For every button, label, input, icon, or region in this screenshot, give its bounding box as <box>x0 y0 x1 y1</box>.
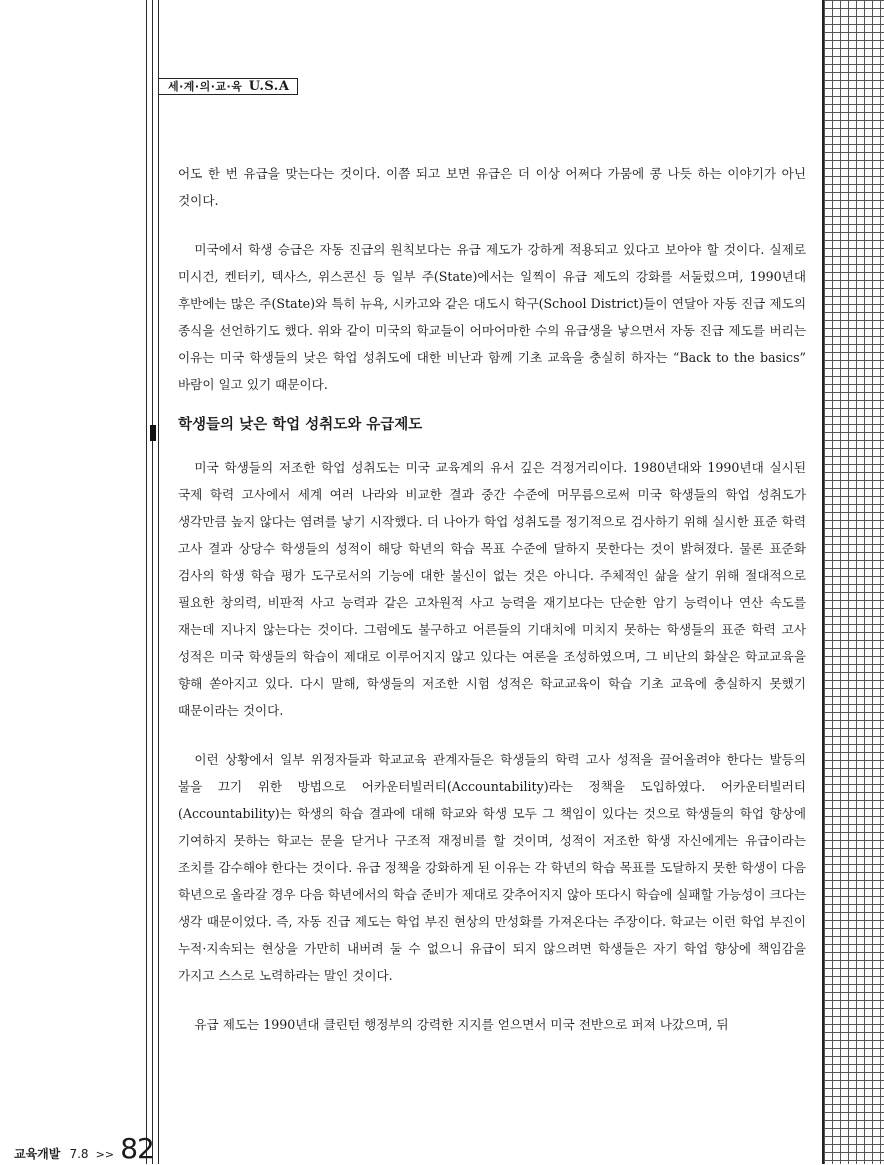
section-marker <box>150 425 156 441</box>
paragraph: 미국에서 학생 승급은 자동 진급의 원칙보다는 유급 제도가 강하게 적용되고 있다고 보아야 할 것이다. 실제로 미시건, 켄터키, 텍사스, 위스콘신 등 일부 주(State)에서는 일찍이 유급 제도의 강화를 서둘렀으며, 1990년대 후반에는 많은 주(State)와 특히 뉴욕, 시카고와 같은 대도시 학구(School District)들이 연달아 자동 진급 제도의 종식을 선언하기도 했다. 위와 같이 미국의 학교들이 어마어마한 수의 유급생을 낳으면서 자동 진급 제도를 버리는 이유는 미국 학생들의 낮은 학업 성취도에 대한 비난과 함께 기초 교육을 충실히 하자는 “Back to the basics” 바람이 일고 있기 때문이다. <box>178 242 806 392</box>
footer-magazine: 교육개발 <box>14 1147 61 1161</box>
paragraph: 유급 제도는 1990년대 클린턴 행정부의 강력한 지지를 얻으면서 미국 전반으로 퍼져 나갔으며, 뒤 <box>194 1017 729 1032</box>
margin-rule-3 <box>158 0 159 1164</box>
article-body <box>178 160 806 1038</box>
running-header <box>158 78 298 95</box>
header-country: U.S.A <box>248 79 290 94</box>
footer-arrow: >> <box>95 1148 115 1161</box>
margin-rule-1 <box>146 0 147 1164</box>
paragraph: 미국 학생들의 저조한 학업 성취도는 미국 교육계의 유서 깊은 걱정거리이다. 1980년대와 1990년대 실시된 국제 학력 고사에서 세계 여러 나라와 비교한 결과 중간 수준에 머무름으로써 미국 학생들의 학업 성취도가 생각만큼 높지 않다는 염려를 낳기 시작했다. 더 나아가 학업 성취도를 정기적으로 검사하기 위해 실시한 표준 학력 고사 결과 상당수 학생들의 성적이 해당 학년의 학습 목표 수준에 달하지 못한다는 것이 밝혀졌다. 물론 표준화 검사의 학생 학습 평가 도구로서의 기능에 대한 불신이 없는 것은 아니다. 주체적인 삶을 살기 위해 절대적으로 필요한 창의력, 비판적 사고 능력과 같은 고차원적 사고 능력을 재기보다는 단순한 암기 능력이나 연산 속도를 재는데 지나지 않는다는 것이다. 그럼에도 불구하고 어른들의 기대치에 미치지 못하는 학생들의 표준 학력 고사 성적은 미국 학생들의 학습이 제대로 이루어지지 않고 있다는 여론을 조성하였으며, 그 비난의 화살은 학교교육을 향해 쏟아지고 있다. 다시 말해, 학생들의 저조한 시험 성적은 학교교육이 학습 기초 교육에 충실하지 못했기 때문이라는 것이다. <box>178 460 806 718</box>
paragraph-continuation: 어도 한 번 유급을 맞는다는 것이다. 이쯤 되고 보면 유급은 더 이상 어쩌다 가뭄에 콩 나듯 하는 이야기가 아닌 것이다. <box>178 166 806 208</box>
page-number: 82 <box>120 1132 154 1165</box>
page-footer <box>14 1132 154 1164</box>
header-series: 세·계·의·교·육 <box>168 80 243 93</box>
section-heading: 학생들의 낮은 학업 성취도와 유급제도 <box>178 417 423 433</box>
footer-issue: 7.8 <box>69 1147 89 1161</box>
paragraph: 이런 상황에서 일부 위정자들과 학교교육 관계자들은 학생들의 학력 고사 성적을 끌어올려야 한다는 발등의 불을 끄기 위한 방법으로 어카운터빌러티(Accountability)라는 정책을 도입하였다. 어카운터빌러티(Accountability)는 학생의 학습 결과에 대해 학교와 학생 모두 그 책임이 있다는 것으로 학생들의 학업 향상에 기여하지 못하는 학교는 문을 닫거나 구조적 재정비를 할 것이며, 성적이 저조한 학생 자신에게는 유급이라는 조치를 감수해야 한다는 것이다. 유급 정책을 강화하게 된 이유는 각 학년의 학습 목표를 도달하지 못한 학생이 다음 학년으로 올라갈 경우 다음 학년에서의 학습 준비가 제대로 갖추어지지 않아 또다시 학습에 실패할 가능성이 크다는 생각 때문이었다. 즉, 자동 진급 제도는 학업 부진 현상의 만성화를 가져온다는 주장이다. 학교는 이런 학업 부진이 누적·지속되는 현상을 가만히 내버려 둘 수 없으니 유급이 되지 않으려면 학생들은 자기 학업 향상에 책임감을 가지고 스스로 노력하라는 말인 것이다. <box>178 752 806 983</box>
margin-rule-2 <box>152 0 153 1164</box>
grid-margin-strip <box>822 0 884 1164</box>
